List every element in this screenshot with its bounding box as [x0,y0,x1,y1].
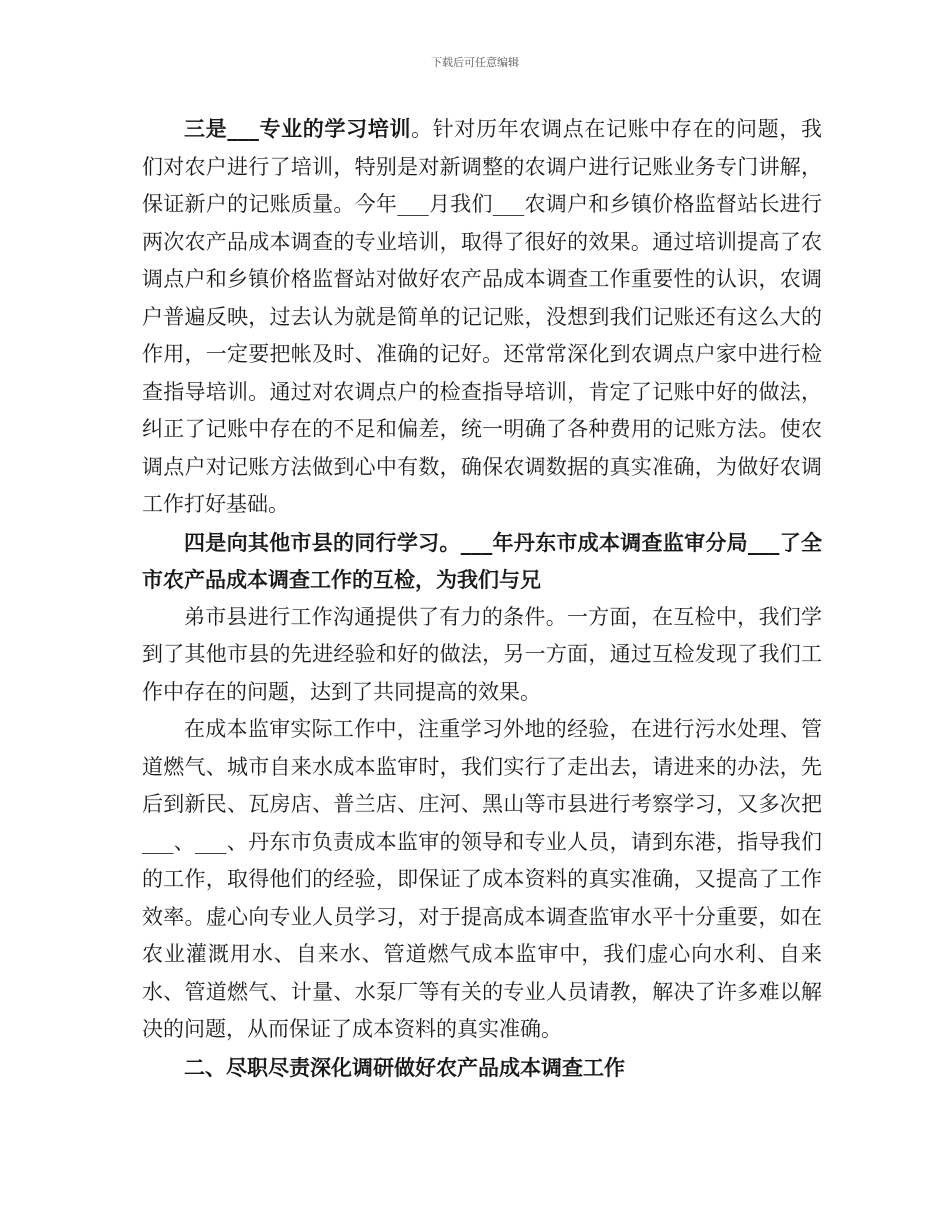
paragraph-external-experience: 在成本监审实际工作中，注重学习外地的经验，在进行污水处理、管道燃气、城市自来水成本监审时，我们实行了走出去，请进来的办法，先后到新民、瓦房店、普兰店、庄河、黑山等市县进行考察学习，又多次把___、___、丹东市负责成本监审的领导和专业人员，请到东港，指导我们的工作，取得他们的经验，即保证了成本资料的真实准确，又提高了工作效率。虚心向专业人员学习，对于提高成本调查监审水平十分重要，如在农业灌溉用水、自来水、管道燃气成本监审中，我们虚心向水利、自来水、管道燃气、计量、水泵厂等有关的专业人员请教，解决了许多难以解决的问题，从而保证了成本资料的真实准确。 [142,717,822,1041]
page-header: 下载后可任意编辑 [431,56,519,69]
paragraph-mutual-inspection: 弟市县进行工作沟通提供了有力的条件。一方面，在互检中，我们学到了其他市县的先进经验和好的做法，另一方面，通过互检发现了我们工作中存在的问题，达到了共同提高的效果。 [142,604,822,704]
paragraph-learning-heading: 四是向其他市县的同行学习。___年丹东市成本调查监审分局___了全市农产品成本调查工作的互检，为我们与兄 [142,529,822,592]
paragraph-training [142,110,822,524]
paragraph-lead: 三是___专业的学习培训 [184,116,412,141]
paragraph-text: 。针对历年农调点在记账中存在的问题，我们对农户进行了培训，特别是对新调整的农调户进行记账业务专门讲解，保证新户的记账质量。今年___月我们___农调户和乡镇价格监督站长进行两次农产品成本调查的专业培训，取得了很好的效果。通过培训提高了农调点户和乡镇价格监督站对做好农产品成本调查工作重要性的认识，农调户普遍反映，过去认为就是简单的记记账，没想到我们记账还有这么大的作用，一定要把帐及时、准确的记好。还常常深化到农调点户家中进行检查指导培训。通过对农调点户的检查指导培训，肯定了记账中好的做法，纠正了记账中存在的不足和偏差，统一明确了各种费用的记账方法。使农调点户对记账方法做到心中有数，确保农调数据的真实准确，为做好农调工作打好基础。 [142,117,823,516]
section-title: 二、尽职尽责深化调研做好农产品成本调查工作 [184,1054,625,1080]
document-body [142,110,822,1086]
